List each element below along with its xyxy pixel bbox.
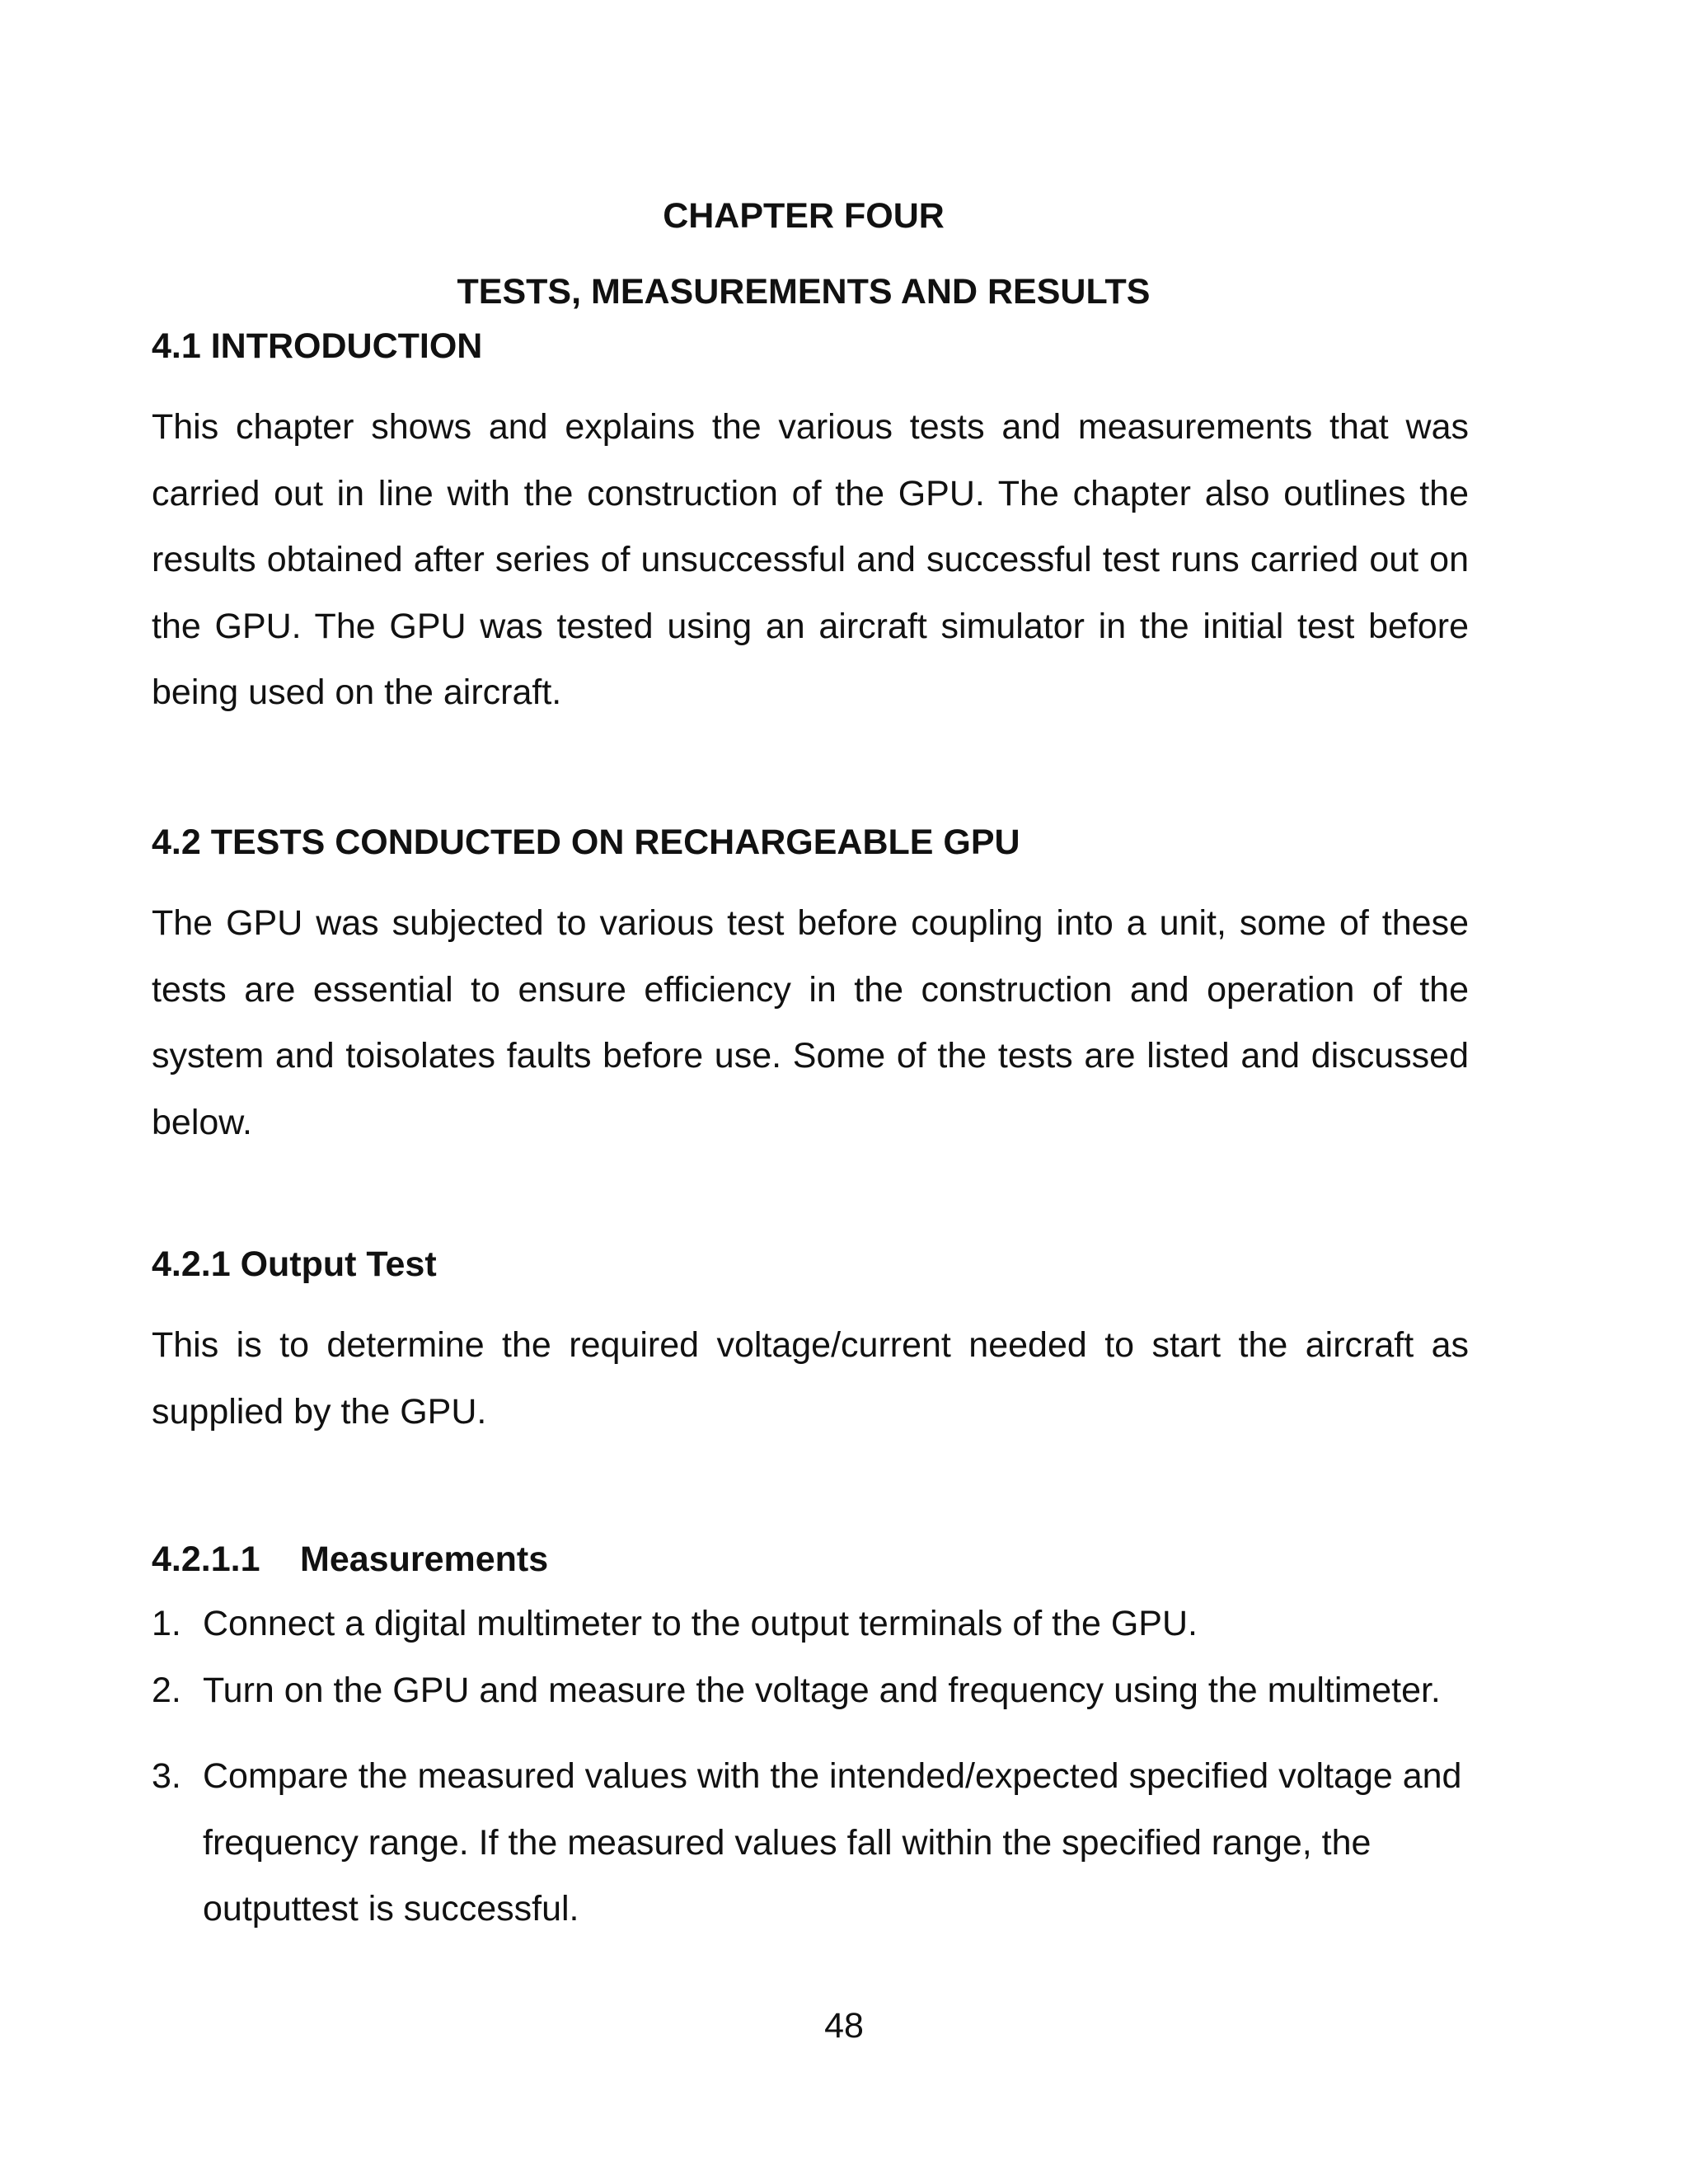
list-item — [152, 1591, 1470, 1657]
section-heading-measurements — [152, 1538, 548, 1581]
introduction-paragraph: This chapter shows and explains the various tests and measurements that was carried out in line with the construction of the GPU. The chapter also outlines the results obtained after series of unsuccessful and successful test runs carried out on the GPU. The GPU was tested using an aircraft simulator in the initial test before being used on the aircraft. — [152, 407, 1469, 712]
section-heading-tests: 4.2 TESTS CONDUCTED ON RECHARGEABLE GPU — [152, 823, 1020, 862]
step-text: Compare the measured values with the intended/expected specified voltage and frequency range. If the measured values fall within the specified range, the outputtest is successful. — [203, 1756, 1462, 1929]
section-heading-introduction: 4.1 INTRODUCTION — [152, 326, 483, 366]
list-item — [152, 1657, 1470, 1724]
tests-paragraph: The GPU was subjected to various test before coupling into a unit, some of these tests are essential to ensure efficiency in the construction and operation of the system and toisolates faults before use. Some of the tests are listed and discussed below. — [152, 903, 1469, 1142]
section-heading-output-test: 4.2.1 Output Test — [152, 1244, 437, 1284]
chapter-title: TESTS, MEASUREMENTS AND RESULTS — [457, 272, 1151, 312]
output-test-paragraph: This is to determine the required voltage/current needed to start the aircraft as supplied by the GPU. — [152, 1325, 1469, 1432]
page-number: 48 — [824, 2006, 864, 2046]
step-number: 3. — [152, 1756, 181, 1796]
measurement-steps-list — [152, 1591, 1470, 1943]
list-item — [152, 1743, 1470, 1943]
chapter-label: CHAPTER FOUR — [663, 196, 945, 236]
step-text: Turn on the GPU and measure the voltage and frequency using the multimeter. — [203, 1670, 1441, 1710]
step-text: Connect a digital multimeter to the output terminals of the GPU. — [203, 1604, 1198, 1643]
measurements-title: Measurements — [300, 1540, 549, 1579]
step-number: 1. — [152, 1604, 181, 1643]
step-number: 2. — [152, 1670, 181, 1710]
measurements-number: 4.2.1.1 — [152, 1540, 260, 1579]
